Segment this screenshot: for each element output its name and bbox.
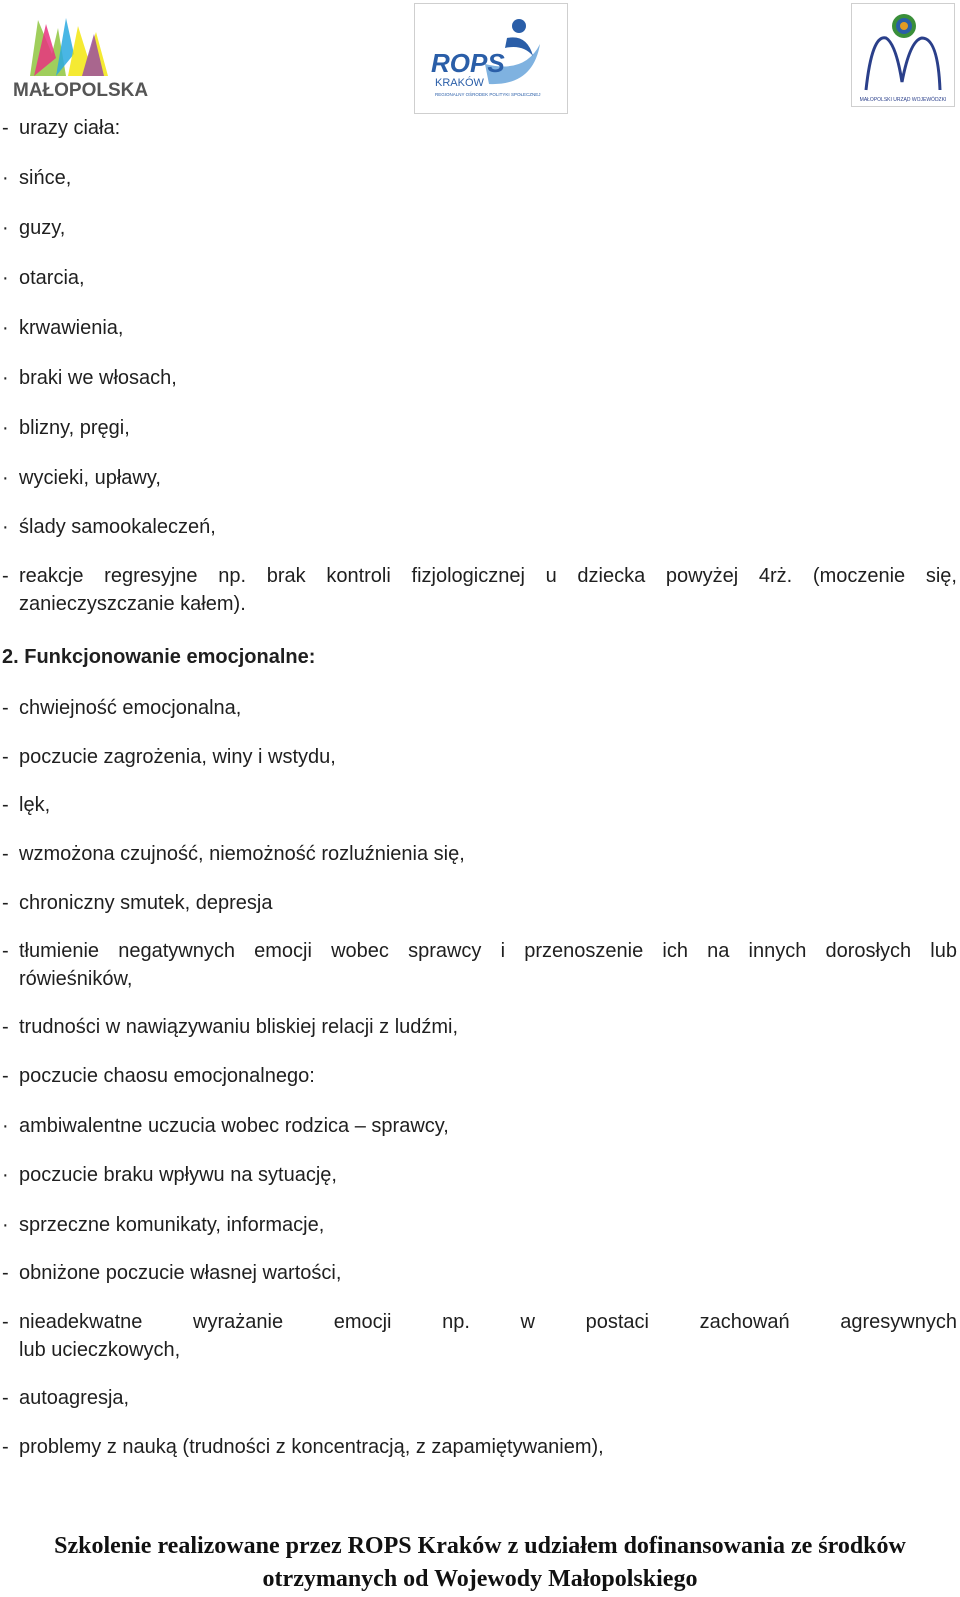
- list-item-text: reakcje regresyjne np. brak kontroli fizjologicznej u dziecka powyżej 4rż. (moczenie się,: [19, 565, 957, 587]
- list-marker: ·: [2, 516, 9, 538]
- malopolski-urzad-wojewodzki-logo: [851, 3, 955, 107]
- list-item-text: obniżone poczucie własnej wartości,: [19, 1262, 342, 1284]
- list-marker: ·: [2, 417, 9, 439]
- list-marker: -: [2, 1387, 9, 1409]
- list-item-text: tłumienie negatywnych emocji wobec sprawcy i przenoszenie ich na innych dorosłych lub: [19, 940, 957, 962]
- list-marker: -: [2, 746, 9, 768]
- svg-text:MAŁOPOLSKI URZĄD WOJEWÓDZKI: MAŁOPOLSKI URZĄD WOJEWÓDZKI: [859, 97, 947, 103]
- list-marker: -: [2, 1262, 9, 1284]
- list-marker: ·: [2, 317, 9, 339]
- list-marker: -: [2, 697, 9, 719]
- list-item-text: ambiwalentne uczucia wobec rodzica – sprawcy,: [19, 1115, 449, 1137]
- svg-text:MAŁOPOLSKA: MAŁOPOLSKA: [13, 80, 149, 100]
- list-item-text: problemy z nauką (trudności z koncentracją, z zapamiętywaniem),: [19, 1436, 604, 1458]
- list-item-text: sprzeczne komunikaty, informacje,: [19, 1214, 325, 1236]
- list-item-text: nieadekwatne wyrażanie emocji np. w postaci zachowań agresywnych: [19, 1311, 957, 1333]
- footer-line-2: otrzymanych od Wojewody Małopolskiego: [262, 1566, 698, 1592]
- footer-line-1: Szkolenie realizowane przez ROPS Kraków z udziałem dofinansowania ze środków: [54, 1533, 906, 1559]
- list-item-text: autoagresja,: [19, 1387, 130, 1409]
- list-marker: ·: [2, 1164, 9, 1186]
- list-marker: -: [2, 794, 9, 816]
- list-marker: ·: [2, 267, 9, 289]
- malopolska-logo: [12, 14, 152, 100]
- list-item-text: otarcia,: [19, 267, 85, 289]
- list-marker: -: [2, 940, 9, 962]
- list-item-text: chwiejność emocjonalna,: [19, 697, 242, 719]
- list-item-text: krwawienia,: [19, 317, 124, 339]
- list-item-text: wzmożona czujność, niemożność rozluźnienia się,: [19, 843, 465, 865]
- rops-krakow-logo: [414, 3, 568, 114]
- svg-text:KRAKÓW: KRAKÓW: [435, 77, 484, 89]
- list-item-text: trudności w nawiązywaniu bliskiej relacji z ludźmi,: [19, 1016, 459, 1038]
- section-heading-text: 2. Funkcjonowanie emocjonalne:: [2, 646, 316, 668]
- list-marker: ·: [2, 1214, 9, 1236]
- list-item-text: sińce,: [19, 167, 72, 189]
- list-item-text: wycieki, upławy,: [19, 467, 161, 489]
- list-marker: ·: [2, 1115, 9, 1137]
- list-marker: -: [2, 892, 9, 914]
- list-item-text: poczucie zagrożenia, winy i wstydu,: [19, 746, 336, 768]
- list-marker: -: [2, 843, 9, 865]
- list-marker: -: [2, 1016, 9, 1038]
- page-footer: [0, 1530, 960, 1596]
- list-item-text: poczucie braku wpływu na sytuację,: [19, 1164, 337, 1186]
- list-item-text: guzy,: [19, 217, 66, 239]
- list-item-text: urazy ciała:: [19, 117, 121, 139]
- list-marker: -: [2, 117, 9, 139]
- list-marker: -: [2, 1311, 9, 1333]
- list-item-text: poczucie chaosu emocjonalnego:: [19, 1065, 315, 1087]
- list-marker: -: [2, 1436, 9, 1458]
- list-marker: ·: [2, 217, 9, 239]
- list-item-text-continued: rówieśników,: [19, 968, 133, 990]
- list-marker: ·: [2, 367, 9, 389]
- svg-text:ROPS: ROPS: [431, 48, 505, 78]
- list-item-text-continued: lub ucieczkowych,: [19, 1339, 181, 1361]
- list-marker: ·: [2, 467, 9, 489]
- list-marker: -: [2, 565, 9, 587]
- list-item-text: chroniczny smutek, depresja: [19, 892, 273, 914]
- list-item-text: lęk,: [19, 794, 51, 816]
- list-item-text-continued: zanieczyszczanie kałem).: [19, 593, 246, 615]
- list-item-text: blizny, pręgi,: [19, 417, 130, 439]
- svg-text:REGIONALNY OŚRODEK POLITYKI SP: REGIONALNY OŚRODEK POLITYKI SPOŁECZNEJ: [435, 92, 541, 97]
- list-marker: ·: [2, 167, 9, 189]
- list-item-text: ślady samookaleczeń,: [19, 516, 216, 538]
- list-marker: -: [2, 1065, 9, 1087]
- page-header: [0, 0, 960, 115]
- list-item-text: braki we włosach,: [19, 367, 177, 389]
